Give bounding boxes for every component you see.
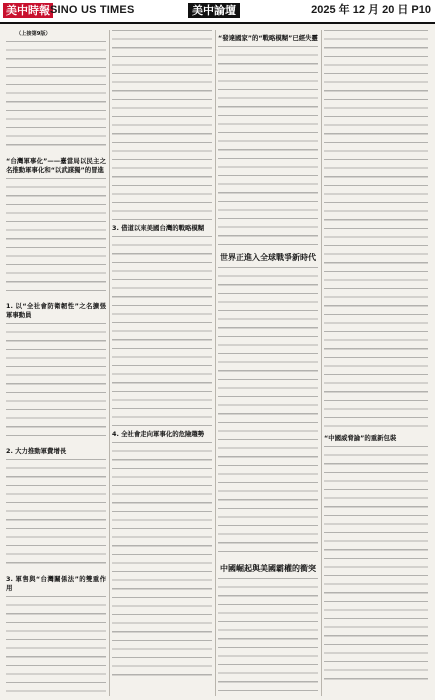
body-text — [6, 41, 106, 153]
body-text — [6, 323, 106, 443]
body-text — [112, 442, 212, 682]
column-rule — [321, 30, 322, 696]
section-title: 美中論壇 — [188, 3, 240, 18]
article-subheading: 4. 全社會走向軍事化的危險趨勢 — [112, 430, 205, 438]
column-rule — [215, 30, 216, 696]
article-subheading: 3. 軍售與“台灣關係法”的雙重作用 — [6, 574, 106, 592]
date-and-page-number: 2025 年 12 月 20 日 P10 — [311, 4, 431, 16]
article-subheading: 3. 借道以來美國台灣的戰略模糊 — [112, 224, 205, 232]
body-text — [218, 578, 318, 696]
body-text — [6, 596, 106, 696]
column-rule — [109, 30, 110, 696]
body-text — [218, 46, 318, 246]
body-text — [6, 178, 106, 298]
article-subheading: 2. 大力推動軍費增長 — [6, 446, 67, 455]
article-subheading: “中國威脅論”的重新包裝 — [324, 434, 397, 442]
body-text — [6, 459, 106, 571]
body-text — [112, 30, 212, 220]
article-column-1 — [6, 30, 106, 696]
section-heading: 中國崛起與美國霸權的衝突 — [220, 564, 316, 573]
article-subheading: “發達國家”的“戰略模糊”已經失靈 — [218, 34, 318, 42]
article-column-3 — [218, 30, 318, 696]
masthead — [0, 0, 435, 24]
article-column-2 — [112, 30, 212, 696]
newspaper-name-english: SINO US TIMES — [50, 4, 135, 16]
section-heading: 世界正進入全球戰爭新時代 — [220, 253, 316, 262]
body-text — [112, 236, 212, 426]
article-subheading: 1. 以“全社會防衛韌性”之名擴張軍事動員 — [6, 301, 106, 319]
body-text — [324, 30, 428, 430]
newspaper-logo: 美中時報 — [3, 3, 53, 18]
continuation-note: （上接第9版） — [16, 31, 51, 37]
article-column-4 — [324, 30, 428, 696]
body-text — [218, 267, 318, 557]
article-subheading: “台灣軍事化”——臺當局以民主之名推動軍事化和“以武謀獨”的冒進 — [6, 156, 106, 174]
body-text — [324, 446, 428, 686]
